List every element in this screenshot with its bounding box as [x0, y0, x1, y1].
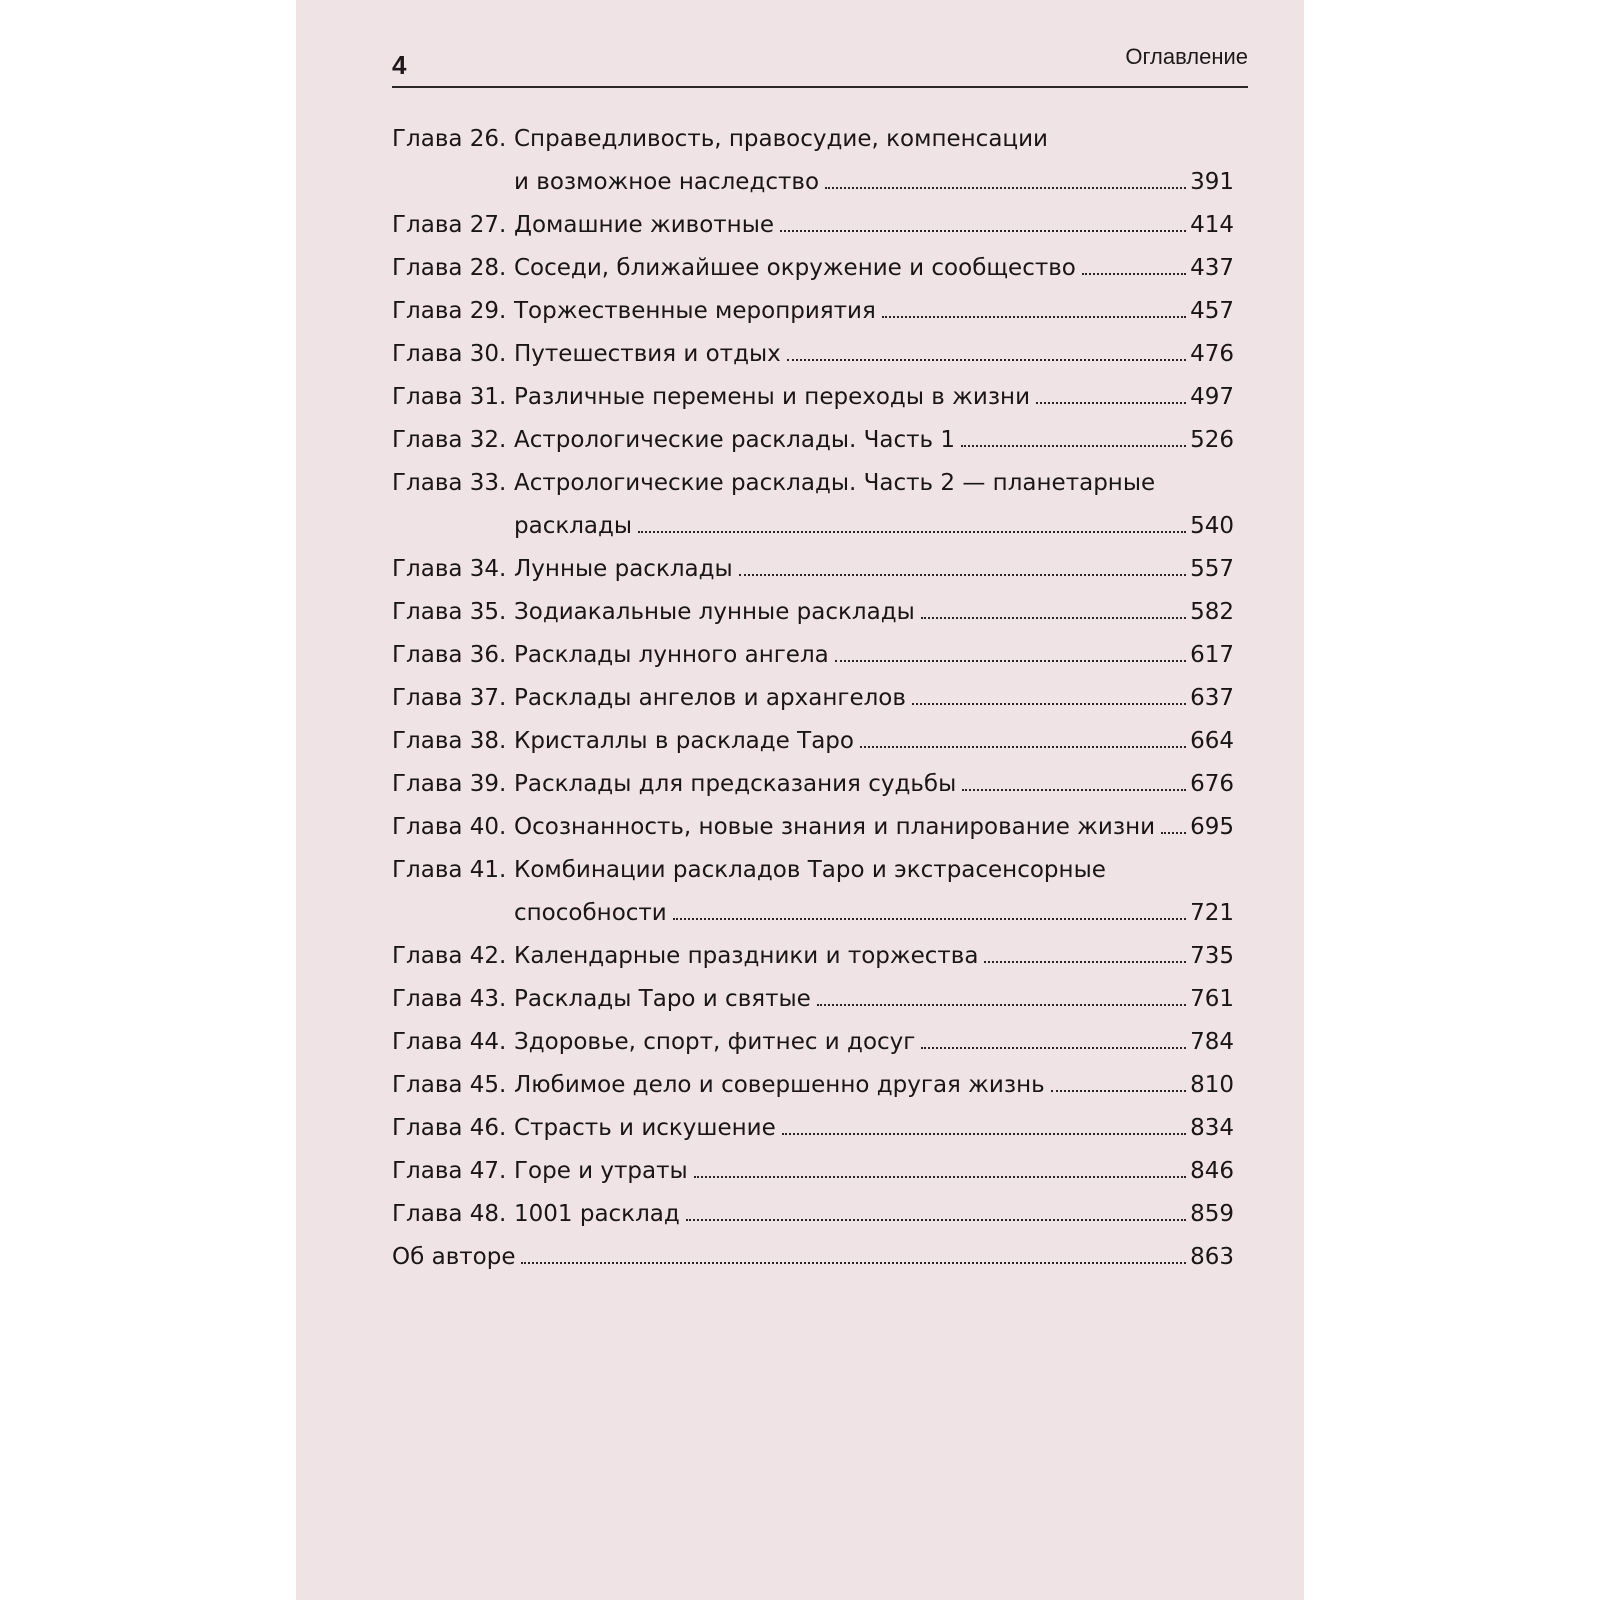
- dot-leader: [1082, 273, 1186, 275]
- toc-entry-title: способности: [514, 900, 667, 926]
- toc-entry-title: Зодиакальные лунные расклады: [514, 599, 915, 625]
- toc-entry: [392, 1150, 1234, 1193]
- toc-entry: [392, 591, 1234, 634]
- toc-entry-title: Кристаллы в раскладе Таро: [514, 728, 854, 754]
- toc-entry: [392, 333, 1234, 376]
- toc-chapter-label: Глава 38.: [392, 728, 507, 754]
- toc-page-number: 834: [1190, 1115, 1234, 1141]
- toc-chapter-label: Глава 42.: [392, 943, 507, 969]
- toc-chapter-label: Глава 46.: [392, 1115, 507, 1141]
- running-head: Оглавление: [1125, 44, 1248, 69]
- toc-entry: [392, 376, 1234, 419]
- toc-entry-title: Справедливость, правосудие, компенсации: [514, 126, 1048, 152]
- toc-page-number: 637: [1190, 685, 1234, 711]
- toc-entry-title: Путешествия и отдых: [514, 341, 781, 367]
- toc-entry: [392, 720, 1234, 763]
- dot-leader: [921, 1047, 1186, 1049]
- toc-chapter-label: Глава 41.: [392, 857, 507, 883]
- toc-chapter-label: Глава 45.: [392, 1072, 507, 1098]
- toc-entry-title: и возможное наследство: [514, 169, 820, 195]
- toc-entry: [392, 634, 1234, 677]
- dot-leader: [835, 660, 1186, 662]
- dot-leader: [825, 187, 1186, 189]
- toc-page-number: 414: [1190, 212, 1234, 238]
- toc-page-number: 664: [1190, 728, 1234, 754]
- toc-entry-title: Астрологические расклады. Часть 1: [514, 427, 956, 453]
- toc-entry-title: Горе и утраты: [514, 1158, 688, 1184]
- toc-chapter-label: Глава 44.: [392, 1029, 507, 1055]
- toc-entry-title: Лунные расклады: [514, 556, 733, 582]
- dot-leader: [921, 617, 1186, 619]
- toc-entry: [392, 1236, 1234, 1279]
- toc-entry-title: Осознанность, новые знания и планирование жизни: [514, 814, 1156, 840]
- toc-chapter-label: Глава 31.: [392, 384, 507, 410]
- toc-entry-title: расклады: [514, 513, 633, 539]
- dot-leader: [521, 1262, 1186, 1264]
- dot-leader: [1051, 1090, 1186, 1092]
- toc-entry-title: Торжественные мероприятия: [514, 298, 876, 324]
- toc-page-number: 540: [1190, 513, 1234, 539]
- toc-page-number: 526: [1190, 427, 1234, 453]
- toc-entry-title: Астрологические расклады. Часть 2 — планетарные: [514, 470, 1156, 496]
- toc-entry: [392, 849, 1234, 935]
- dot-leader: [1161, 832, 1186, 834]
- toc-entry-title: Соседи, ближайшее окружение и сообщество: [514, 255, 1076, 281]
- toc-entry: [392, 247, 1234, 290]
- toc-entry: [392, 290, 1234, 333]
- dot-leader: [638, 531, 1186, 533]
- toc-entry: [392, 419, 1234, 462]
- toc-entry: [392, 763, 1234, 806]
- toc-page-number: 476: [1190, 341, 1234, 367]
- toc-entry-title: Об авторе: [392, 1244, 516, 1270]
- toc-entry-title: Различные перемены и переходы в жизни: [514, 384, 1031, 410]
- toc-entry-title: Страсть и искушение: [514, 1115, 776, 1141]
- toc-chapter-label: Глава 48.: [392, 1201, 507, 1227]
- dot-leader: [961, 445, 1186, 447]
- toc-chapter-label: Глава 28.: [392, 255, 507, 281]
- toc-entry-title: Расклады для предсказания судьбы: [514, 771, 957, 797]
- dot-leader: [1036, 402, 1186, 404]
- toc-page-number: 761: [1190, 986, 1234, 1012]
- toc-entry: [392, 462, 1234, 548]
- toc-entry-title: Календарные праздники и торжества: [514, 943, 979, 969]
- toc-chapter-label: Глава 29.: [392, 298, 507, 324]
- toc-page-number: 457: [1190, 298, 1234, 324]
- table-of-contents: [392, 118, 1234, 1279]
- toc-entry: [392, 677, 1234, 720]
- toc-entry: [392, 1193, 1234, 1236]
- toc-chapter-label: Глава 30.: [392, 341, 507, 367]
- dot-leader: [860, 746, 1186, 748]
- book-page: [296, 0, 1304, 1600]
- toc-page-number: 721: [1190, 900, 1234, 926]
- toc-page-number: 437: [1190, 255, 1234, 281]
- toc-entry: [392, 548, 1234, 591]
- dot-leader: [962, 789, 1186, 791]
- toc-entry-title: Расклады лунного ангела: [514, 642, 829, 668]
- toc-chapter-label: Глава 32.: [392, 427, 507, 453]
- dot-leader: [694, 1176, 1186, 1178]
- dot-leader: [787, 359, 1186, 361]
- toc-entry: [392, 935, 1234, 978]
- toc-chapter-label: Глава 34.: [392, 556, 507, 582]
- toc-page-number: 676: [1190, 771, 1234, 797]
- toc-chapter-label: Глава 27.: [392, 212, 507, 238]
- toc-entry: [392, 806, 1234, 849]
- toc-chapter-label: Глава 35.: [392, 599, 507, 625]
- toc-chapter-label: Глава 26.: [392, 126, 507, 152]
- toc-chapter-label: Глава 39.: [392, 771, 507, 797]
- dot-leader: [984, 961, 1186, 963]
- toc-chapter-label: Глава 43.: [392, 986, 507, 1012]
- toc-entry-title: Здоровье, спорт, фитнес и досуг: [514, 1029, 916, 1055]
- dot-leader: [912, 703, 1186, 705]
- toc-page-number: 617: [1190, 642, 1234, 668]
- dot-leader: [882, 316, 1186, 318]
- toc-entry: [392, 1021, 1234, 1064]
- dot-leader: [782, 1133, 1186, 1135]
- toc-entry-title: 1001 расклад: [514, 1201, 680, 1227]
- toc-page-number: 557: [1190, 556, 1234, 582]
- toc-chapter-label: Глава 37.: [392, 685, 507, 711]
- toc-entry-title: Любимое дело и совершенно другая жизнь: [514, 1072, 1045, 1098]
- toc-page-number: 497: [1190, 384, 1234, 410]
- dot-leader: [739, 574, 1186, 576]
- toc-page-number: 735: [1190, 943, 1234, 969]
- dot-leader: [817, 1004, 1186, 1006]
- toc-entry-title: Домашние животные: [514, 212, 775, 238]
- toc-entry: [392, 204, 1234, 247]
- toc-entry: [392, 978, 1234, 1021]
- toc-chapter-label: Глава 47.: [392, 1158, 507, 1184]
- toc-entry: [392, 1064, 1234, 1107]
- page-number: 4: [392, 50, 407, 80]
- toc-page-number: 810: [1190, 1072, 1234, 1098]
- toc-entry-title: Расклады Таро и святые: [514, 986, 811, 1012]
- toc-page-number: 391: [1190, 169, 1234, 195]
- toc-page-number: 582: [1190, 599, 1234, 625]
- dot-leader: [686, 1219, 1186, 1221]
- toc-chapter-label: Глава 33.: [392, 470, 507, 496]
- toc-entry-title: Комбинации раскладов Таро и экстрасенсорные: [514, 857, 1106, 883]
- toc-page-number: 784: [1190, 1029, 1234, 1055]
- dot-leader: [673, 918, 1186, 920]
- toc-chapter-label: Глава 36.: [392, 642, 507, 668]
- dot-leader: [780, 230, 1186, 232]
- toc-entry-title: Расклады ангелов и архангелов: [514, 685, 906, 711]
- page-header: [392, 40, 1248, 88]
- toc-page-number: 846: [1190, 1158, 1234, 1184]
- toc-page-number: 859: [1190, 1201, 1234, 1227]
- toc-chapter-label: Глава 40.: [392, 814, 507, 840]
- toc-page-number: 695: [1190, 814, 1234, 840]
- toc-page-number: 863: [1190, 1244, 1234, 1270]
- toc-entry: [392, 118, 1234, 204]
- toc-entry: [392, 1107, 1234, 1150]
